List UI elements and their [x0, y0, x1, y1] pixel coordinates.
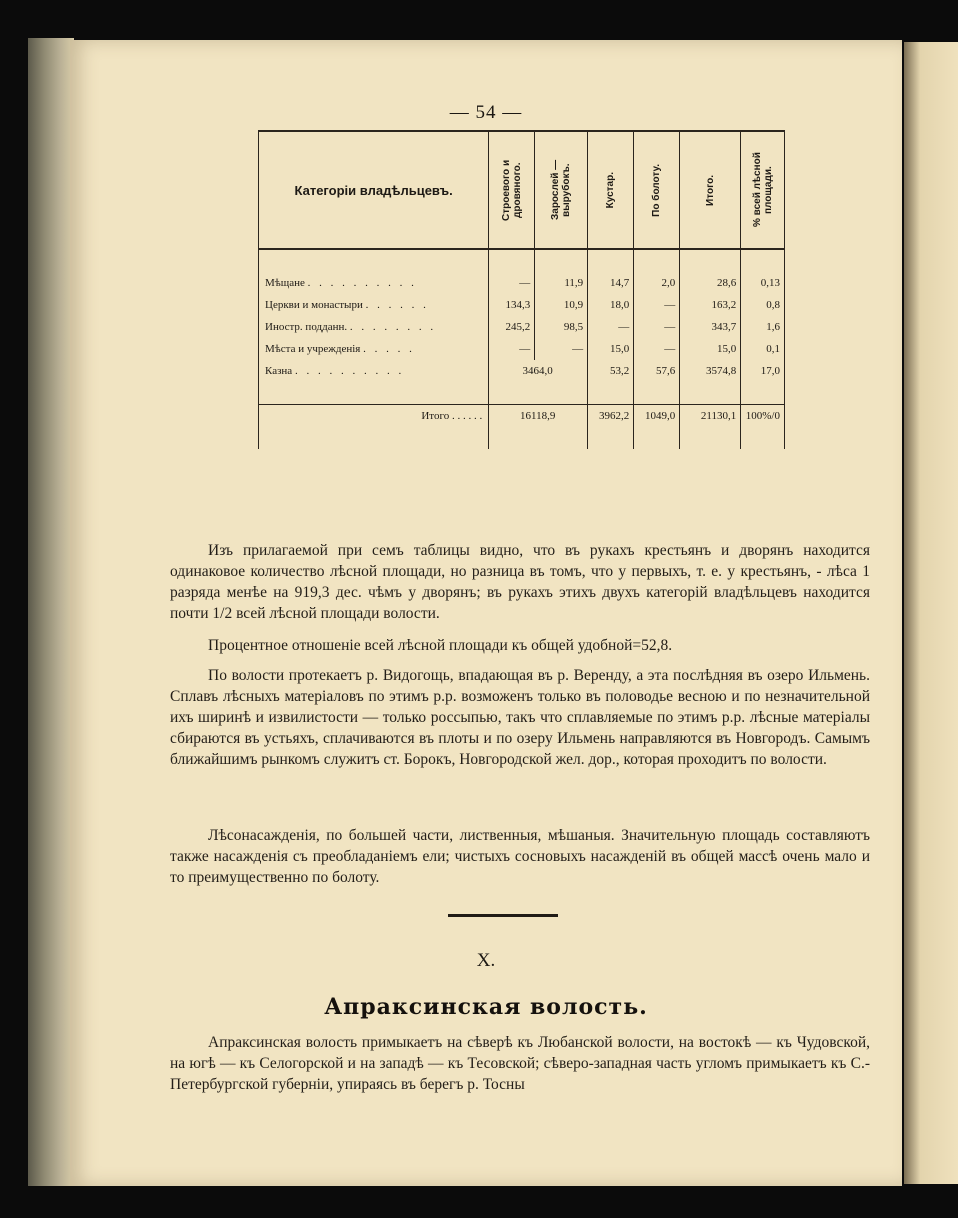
- row-leader-dots: . . . . .: [363, 343, 415, 355]
- section-number: X.: [476, 950, 496, 971]
- cell: 1049,0: [634, 405, 680, 428]
- section-divider: [448, 914, 558, 917]
- cell: 163,2: [680, 294, 741, 316]
- cell: 15,0: [680, 338, 741, 360]
- section-title: Апраксинская волость.: [324, 994, 648, 1020]
- page-number: — 54 —: [449, 102, 523, 123]
- header-col-2: Зарослей — вырубокъ.: [550, 159, 573, 221]
- cell: 3574,8: [680, 360, 741, 382]
- cell: 21130,1: [680, 405, 741, 428]
- row-leader-dots: . . . . . . . .: [349, 321, 437, 333]
- total-label: Итого . . . . . .: [259, 405, 489, 428]
- cell: —: [489, 338, 535, 360]
- cell: 3962,2: [588, 405, 634, 428]
- header-col-6: % всей лѣсной площади.: [751, 152, 774, 228]
- row-category: Мѣщане: [265, 277, 305, 289]
- cell: 11,9: [535, 272, 588, 294]
- cell: 2,0: [634, 272, 680, 294]
- paragraph-1: Изъ прилагаемой при семъ таблицы видно, что въ рукахъ крестьянъ и дворянъ находится одинаковое количество лѣсной площади, но разница въ томъ, что у первыхъ, т. е. у крестьянъ, - лѣса 1 разряда менѣе на 919,3 дес. чѣмъ у дворянъ; въ рукахъ этихъ двухъ категорій владѣльцевъ находится почти 1/2 всей лѣсной площади волости.: [170, 542, 870, 622]
- row-category: Иностр. подданн.: [265, 321, 348, 333]
- next-page-edge: [904, 42, 958, 1184]
- cell: 245,2: [489, 316, 535, 338]
- cell: 0,13: [741, 272, 785, 294]
- table-row: [259, 272, 785, 294]
- table-row: [259, 316, 785, 338]
- book-page: [70, 40, 902, 1186]
- row-leader-dots: . . . . . . . . . .: [294, 365, 405, 377]
- paragraph-3: По волости протекаетъ р. Видогощь, впадающая въ р. Веренду, а эта послѣдняя въ озеро Ильмень. Сплавъ лѣсныхъ матеріаловъ по этимъ р.р. возможенъ только въ половодье весною и по незначительной ихъ ширинѣ и извилистости — только россыпью, такъ что сплавляемые по этимъ р.р. лѣсные матеріалы сбираются въ устьяхъ, сплачиваются въ плоты и по озеру Ильмень направляются въ Новгородъ. Самымъ ближайшимъ рынкомъ служитъ ст. Борокъ, Новгородской жел. дор., которая проходитъ по волости.: [170, 667, 870, 768]
- cell: 100%/0: [741, 405, 785, 428]
- book-binding: [28, 38, 74, 1186]
- cell: 134,3: [489, 294, 535, 316]
- cell: —: [634, 338, 680, 360]
- row-leader-dots: . . . . . .: [365, 299, 429, 311]
- total-row: [259, 405, 785, 428]
- header-category: Категоріи владѣльцевъ.: [259, 131, 489, 249]
- paragraph-5: Апраксинская волость примыкаетъ на сѣверѣ къ Любанской волости, на востокѣ — къ Чудовской, на югѣ — къ Селогорской и на западѣ — къ Тесовской; сѣверо-западная часть угломъ примыкаетъ къ С.-Петербургской губерніи, упираясь въ берегъ р. Тосны: [170, 1034, 870, 1093]
- row-category: Церкви и монастыри: [265, 299, 363, 311]
- cell: 0,8: [741, 294, 785, 316]
- row-category: Казна: [265, 365, 293, 377]
- cell: 57,6: [634, 360, 680, 382]
- cell: 15,0: [588, 338, 634, 360]
- cell: 0,1: [741, 338, 785, 360]
- cell: —: [634, 316, 680, 338]
- cell: 28,6: [680, 272, 741, 294]
- row-category: Мѣста и учрежденія: [265, 343, 361, 355]
- cell: 98,5: [535, 316, 588, 338]
- cell: 1,6: [741, 316, 785, 338]
- header-col-3: Кустар.: [605, 171, 617, 209]
- paragraph-4: Лѣсонасажденія, по большей части, лиственныя, мѣшаныя. Значительную площадь составляютъ также насажденія съ преобладаніемъ ели; чистыхъ сосновыхъ насажденій въ общей массѣ очень мало и то преимущественно по болоту.: [170, 827, 870, 886]
- header-col-1: Строевого и дровяного.: [500, 159, 523, 221]
- table-row: [259, 294, 785, 316]
- header-col-4: По болоту.: [651, 163, 663, 217]
- cell: —: [535, 338, 588, 360]
- cell: 10,9: [535, 294, 588, 316]
- cell: 18,0: [588, 294, 634, 316]
- cell: —: [588, 316, 634, 338]
- cell: 53,2: [588, 360, 634, 382]
- cell: —: [634, 294, 680, 316]
- table-row: [259, 338, 785, 360]
- cell: 343,7: [680, 316, 741, 338]
- ownership-table: [258, 130, 785, 500]
- cell-merged: 3464,0: [489, 360, 588, 382]
- cell-merged: 16118,9: [489, 405, 588, 428]
- paragraph-2: Процентное отношеніе всей лѣсной площади къ общей удобной=52,8.: [208, 637, 673, 654]
- cell: —: [489, 272, 535, 294]
- cell: 17,0: [741, 360, 785, 382]
- row-leader-dots: . . . . . . . . . .: [307, 277, 417, 289]
- cell: 14,7: [588, 272, 634, 294]
- table-row: [259, 360, 785, 382]
- header-col-5: Итого.: [704, 174, 716, 206]
